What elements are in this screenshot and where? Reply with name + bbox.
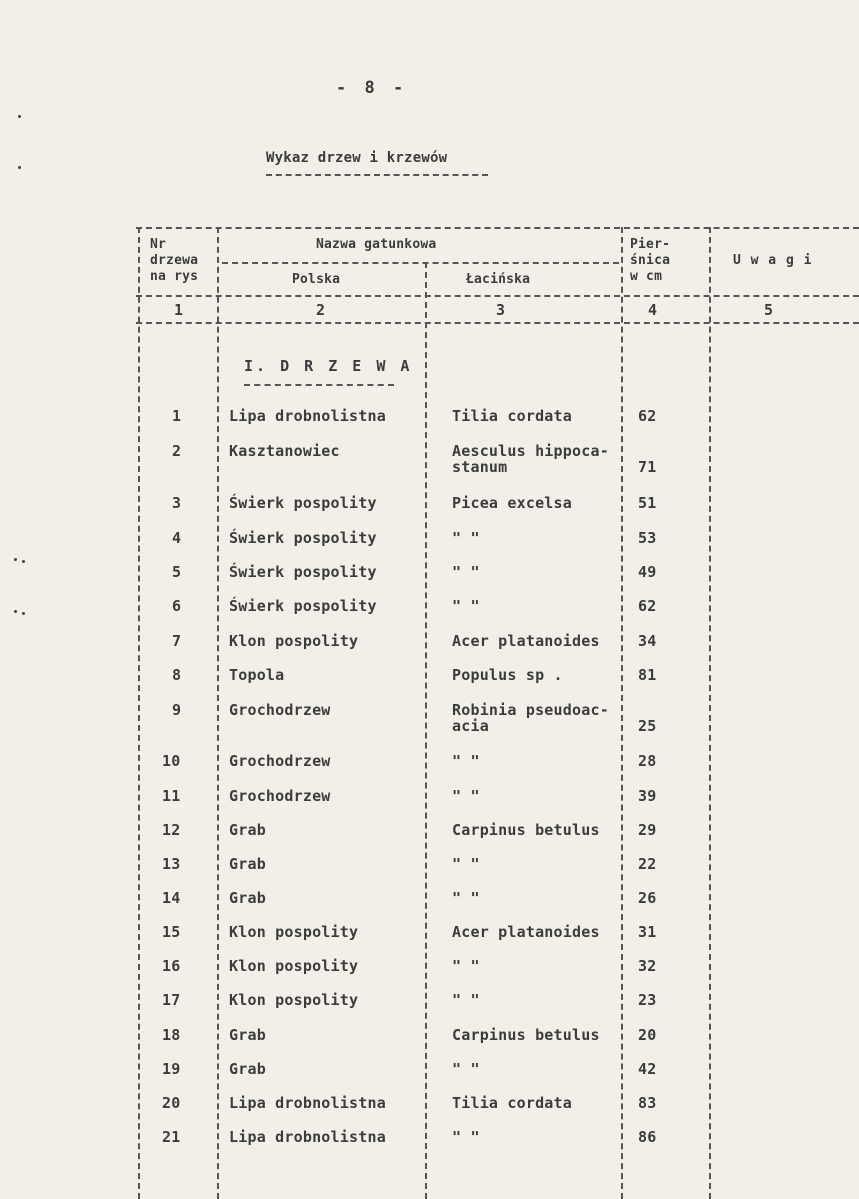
section-underline — [244, 384, 394, 386]
row-number: 6 — [172, 597, 182, 615]
row-polish-name: Grab — [229, 1026, 266, 1044]
header-nazwa: Nazwa gatunkowa — [316, 237, 437, 252]
margin-mark — [14, 610, 17, 613]
row-polish-name: Klon pospolity — [229, 632, 359, 650]
row-number: 3 — [172, 494, 182, 512]
row-dbh: 23 — [638, 991, 657, 1009]
column-number: 3 — [496, 301, 506, 319]
row-polish-name: Klon pospolity — [229, 991, 359, 1009]
row-polish-name: Lipa drobnolistna — [229, 407, 386, 425]
row-polish-name: Świerk pospolity — [229, 597, 377, 615]
row-number: 1 — [172, 407, 182, 425]
row-polish-name: Świerk pospolity — [229, 563, 377, 581]
row-polish-name: Grochodrzew — [229, 787, 331, 805]
margin-mark — [22, 612, 25, 615]
row-number: 14 — [162, 889, 181, 907]
margin-mark — [18, 166, 21, 169]
row-polish-name: Kasztanowiec — [229, 442, 340, 460]
header-polska: Polska — [292, 272, 341, 287]
row-latin-name: Picea excelsa — [452, 494, 572, 512]
row-dbh: 20 — [638, 1026, 657, 1044]
column-number: 5 — [764, 301, 774, 319]
header-piersnica: śnica — [630, 253, 671, 268]
row-number: 7 — [172, 632, 182, 650]
row-latin-name: " " — [452, 889, 480, 907]
row-latin-name: " " — [452, 529, 480, 547]
row-polish-name: Świerk pospolity — [229, 529, 377, 547]
header-piersnica: Pier- — [630, 237, 671, 252]
row-latin-name-continued: acia — [452, 717, 489, 735]
row-dbh: 62 — [638, 407, 657, 425]
row-latin-name-continued: stanum — [452, 458, 508, 476]
row-dbh: 81 — [638, 666, 657, 684]
row-latin-name: " " — [452, 991, 480, 1009]
row-dbh: 51 — [638, 494, 657, 512]
row-dbh: 22 — [638, 855, 657, 873]
row-polish-name: Grochodrzew — [229, 752, 331, 770]
row-dbh: 53 — [638, 529, 657, 547]
row-latin-name: " " — [452, 1060, 480, 1078]
row-latin-name: " " — [452, 597, 480, 615]
row-latin-name: " " — [452, 563, 480, 581]
row-number: 12 — [162, 821, 181, 839]
header-nr: Nr — [150, 237, 167, 252]
header-nr: na rys — [150, 269, 199, 284]
row-polish-name: Topola — [229, 666, 285, 684]
row-dbh: 26 — [638, 889, 657, 907]
row-dbh: 25 — [638, 717, 657, 735]
row-latin-name: Tilia cordata — [452, 1094, 572, 1112]
row-polish-name: Klon pospolity — [229, 923, 359, 941]
row-latin-name: Aesculus hippoca- — [452, 442, 609, 460]
row-latin-name: " " — [452, 1128, 480, 1146]
page-title: Wykaz drzew i krzewów — [266, 150, 448, 166]
row-number: 2 — [172, 442, 182, 460]
row-latin-name: Carpinus betulus — [452, 1026, 600, 1044]
row-dbh: 42 — [638, 1060, 657, 1078]
row-number: 21 — [162, 1128, 181, 1146]
row-number: 15 — [162, 923, 181, 941]
row-polish-name: Klon pospolity — [229, 957, 359, 975]
row-number: 9 — [172, 701, 182, 719]
column-number: 4 — [648, 301, 658, 319]
row-dbh: 83 — [638, 1094, 657, 1112]
row-latin-name: Acer platanoides — [452, 923, 600, 941]
row-dbh: 86 — [638, 1128, 657, 1146]
row-polish-name: Grochodrzew — [229, 701, 331, 719]
row-latin-name: Robinia pseudoac- — [452, 701, 609, 719]
row-latin-name: Populus sp . — [452, 666, 563, 684]
row-dbh: 31 — [638, 923, 657, 941]
row-dbh: 39 — [638, 787, 657, 805]
row-polish-name: Lipa drobnolistna — [229, 1094, 386, 1112]
row-polish-name: Grab — [229, 855, 266, 873]
row-latin-name: " " — [452, 855, 480, 873]
margin-mark — [14, 558, 17, 561]
row-dbh: 62 — [638, 597, 657, 615]
title-underline — [266, 174, 488, 176]
row-latin-name: Acer platanoides — [452, 632, 600, 650]
row-dbh: 29 — [638, 821, 657, 839]
margin-mark — [22, 560, 25, 563]
row-polish-name: Grab — [229, 889, 266, 907]
row-polish-name: Grab — [229, 821, 266, 839]
row-number: 16 — [162, 957, 181, 975]
row-number: 11 — [162, 787, 181, 805]
row-polish-name: Grab — [229, 1060, 266, 1078]
row-number: 17 — [162, 991, 181, 1009]
row-number: 19 — [162, 1060, 181, 1078]
row-dbh: 49 — [638, 563, 657, 581]
row-polish-name: Świerk pospolity — [229, 494, 377, 512]
row-latin-name: Carpinus betulus — [452, 821, 600, 839]
row-latin-name: " " — [452, 752, 480, 770]
column-number: 1 — [174, 301, 184, 319]
row-number: 20 — [162, 1094, 181, 1112]
page-number: - 8 - — [336, 78, 408, 98]
row-number: 13 — [162, 855, 181, 873]
margin-mark — [18, 115, 21, 118]
row-dbh: 32 — [638, 957, 657, 975]
column-number: 2 — [316, 301, 326, 319]
row-number: 4 — [172, 529, 182, 547]
row-number: 10 — [162, 752, 181, 770]
row-number: 18 — [162, 1026, 181, 1044]
row-number: 8 — [172, 666, 182, 684]
row-latin-name: " " — [452, 787, 480, 805]
header-uwagi: U w a g i — [733, 253, 813, 268]
row-polish-name: Lipa drobnolistna — [229, 1128, 386, 1146]
row-dbh: 28 — [638, 752, 657, 770]
row-latin-name: Tilia cordata — [452, 407, 572, 425]
header-piersnica: w cm — [630, 269, 663, 284]
row-number: 5 — [172, 563, 182, 581]
header-lacinska: Łacińska — [466, 272, 531, 287]
row-dbh: 34 — [638, 632, 657, 650]
header-nr: drzewa — [150, 253, 199, 268]
section-title: I. D R Z E W A — [244, 357, 413, 375]
row-latin-name: " " — [452, 957, 480, 975]
row-dbh: 71 — [638, 458, 657, 476]
